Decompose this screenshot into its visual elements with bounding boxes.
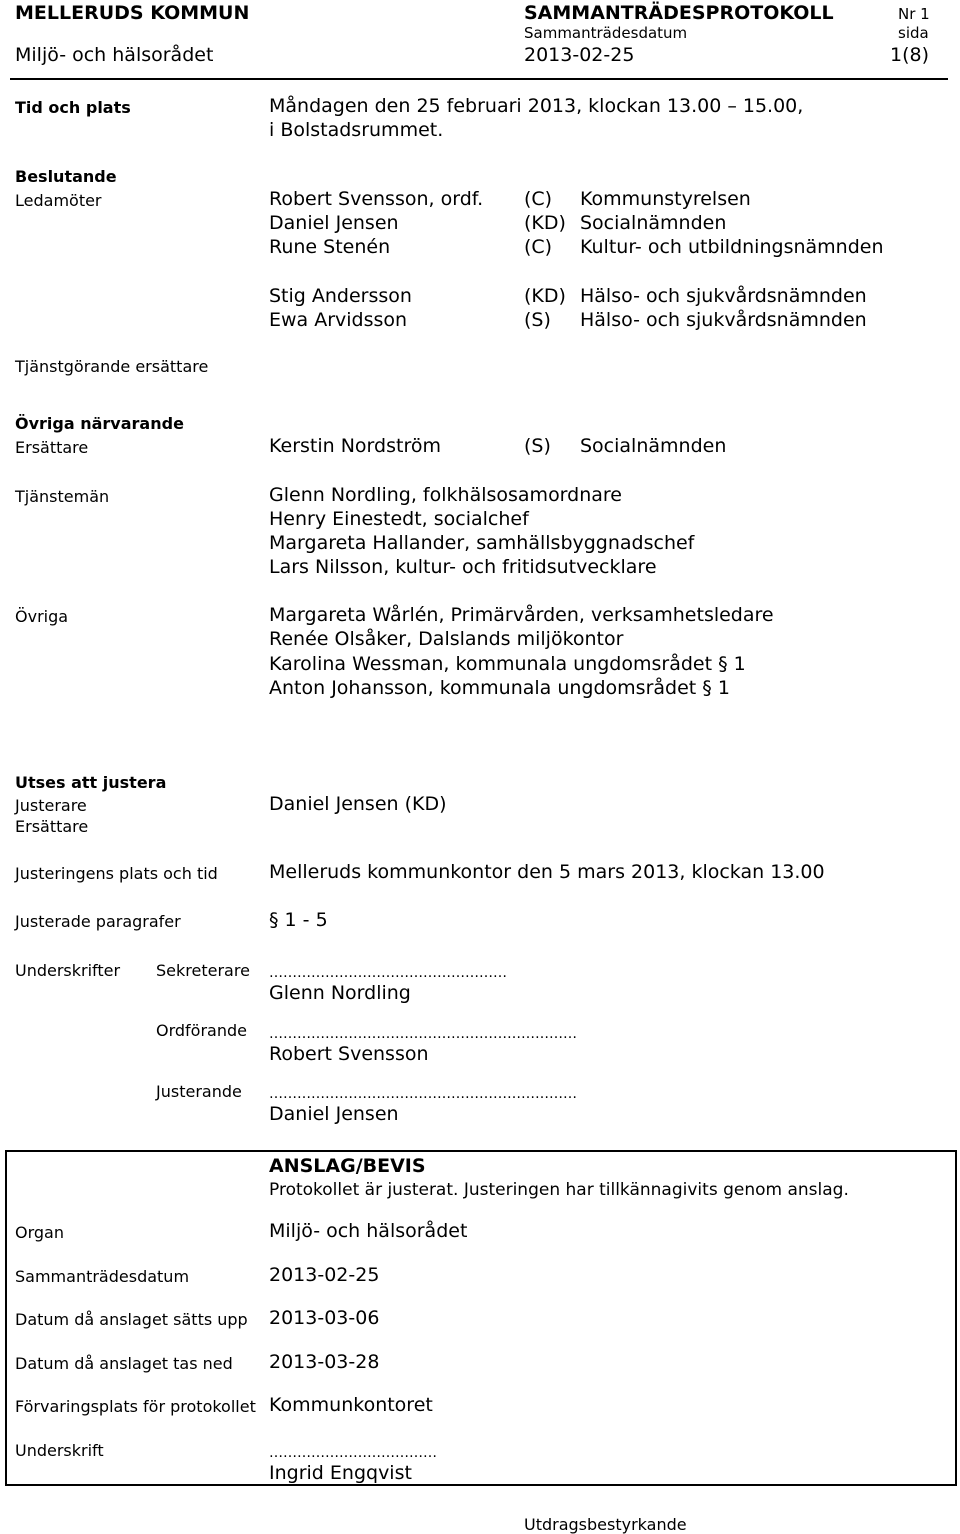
meeting-date: 2013-02-25 bbox=[524, 44, 635, 66]
notice-row-value: 2013-03-06 bbox=[269, 1307, 380, 1329]
notice-row-value: Miljö- och hälsorådet bbox=[269, 1220, 468, 1242]
date-label: Sammanträdesdatum bbox=[524, 24, 688, 42]
notice-row-label: Organ bbox=[15, 1223, 64, 1242]
signature-role: Justerande bbox=[156, 1082, 242, 1101]
official-item: Lars Nilsson, kultur- och fritidsutvecklare bbox=[269, 556, 657, 578]
ersattare-body: Socialnämnden bbox=[580, 435, 727, 457]
member-name: Robert Svensson, ordf. bbox=[269, 188, 484, 210]
signature-role: Ordförande bbox=[156, 1021, 247, 1040]
member-body: Hälso- och sjukvårdsnämnden bbox=[580, 309, 867, 331]
footer-text: Utdragsbestyrkande bbox=[524, 1515, 687, 1534]
member-body: Socialnämnden bbox=[580, 212, 727, 234]
justerare-name: Daniel Jensen (KD) bbox=[269, 793, 447, 815]
header-divider bbox=[10, 78, 948, 80]
beslutande-heading: Beslutande bbox=[15, 167, 117, 186]
member-party: (KD) bbox=[524, 212, 566, 234]
member-party: (C) bbox=[524, 236, 553, 258]
signature-line: …………………………………………… bbox=[269, 965, 507, 981]
member-party: (C) bbox=[524, 188, 553, 210]
signatures-label: Underskrifter bbox=[15, 961, 121, 980]
official-item: Henry Einestedt, socialchef bbox=[269, 508, 529, 530]
document-type: SAMMANTRÄDESPROTOKOLL bbox=[524, 2, 834, 24]
time-place-label: Tid och plats bbox=[15, 98, 131, 117]
notice-row-value: 2013-03-28 bbox=[269, 1351, 380, 1373]
org-name: MELLERUDS KOMMUN bbox=[15, 2, 250, 24]
justering-ersattare-label: Ersättare bbox=[15, 817, 89, 836]
signature-line: ………………………………………………………… bbox=[269, 1026, 577, 1042]
paragraphs-value: § 1 - 5 bbox=[269, 909, 328, 931]
signature-role: Sekreterare bbox=[156, 961, 250, 980]
other-item: Renée Olsåker, Dalslands miljökontor bbox=[269, 628, 624, 650]
official-item: Margareta Hallander, samhällsbyggnadschef bbox=[269, 532, 695, 554]
officials-label: Tjänstemän bbox=[15, 487, 110, 506]
ersattare-party: (S) bbox=[524, 435, 551, 457]
signature-name: Robert Svensson bbox=[269, 1043, 429, 1065]
paragraphs-label: Justerade paragrafer bbox=[15, 912, 181, 931]
notice-row-label: Datum då anslaget sätts upp bbox=[15, 1310, 248, 1329]
member-party: (KD) bbox=[524, 285, 566, 307]
other-item: Anton Johansson, kommunala ungdomsrådet § 1 bbox=[269, 677, 730, 699]
signature-name: Glenn Nordling bbox=[269, 982, 411, 1004]
others-present-heading: Övriga närvarande bbox=[15, 414, 184, 433]
member-name: Rune Stenén bbox=[269, 236, 391, 258]
time-line-2: i Bolstadsrummet. bbox=[269, 119, 444, 141]
substitutes-label: Tjänstgörande ersättare bbox=[15, 357, 209, 376]
justerare-label: Justerare bbox=[15, 796, 87, 815]
member-name: Stig Andersson bbox=[269, 285, 412, 307]
notice-row-label: Sammanträdesdatum bbox=[15, 1267, 190, 1286]
notice-row-value: 2013-02-25 bbox=[269, 1264, 380, 1286]
notice-text: Protokollet är justerat. Justeringen har tillkännagivits genom anslag. bbox=[269, 1180, 849, 1200]
notice-heading: ANSLAG/BEVIS bbox=[269, 1155, 426, 1177]
members-label: Ledamöter bbox=[15, 191, 102, 210]
ersattare-label: Ersättare bbox=[15, 438, 89, 457]
member-body: Hälso- och sjukvårdsnämnden bbox=[580, 285, 867, 307]
adjust-place-label: Justeringens plats och tid bbox=[15, 864, 218, 883]
committee-name: Miljö- och hälsorådet bbox=[15, 44, 214, 66]
signature-line: ………………………………………………………… bbox=[269, 1086, 577, 1102]
protocol-number: Nr 1 bbox=[898, 5, 930, 23]
adjust-place: Melleruds kommunkontor den 5 mars 2013, klockan 13.00 bbox=[269, 861, 825, 883]
official-item: Glenn Nordling, folkhälsosamordnare bbox=[269, 484, 622, 506]
notice-signature-line: ……………………………… bbox=[269, 1445, 437, 1461]
member-name: Ewa Arvidsson bbox=[269, 309, 408, 331]
signature-name: Daniel Jensen bbox=[269, 1103, 399, 1125]
time-line-1: Måndagen den 25 februari 2013, klockan 13.00 – 15.00, bbox=[269, 95, 804, 117]
other-item: Karolina Wessman, kommunala ungdomsrådet § 1 bbox=[269, 653, 746, 675]
notice-signature-label: Underskrift bbox=[15, 1441, 104, 1460]
others-label: Övriga bbox=[15, 607, 69, 626]
notice-signature-name: Ingrid Engqvist bbox=[269, 1462, 412, 1484]
other-item: Margareta Wårlén, Primärvården, verksamhetsledare bbox=[269, 604, 774, 626]
adjust-heading: Utses att justera bbox=[15, 773, 167, 792]
member-body: Kommunstyrelsen bbox=[580, 188, 751, 210]
member-party: (S) bbox=[524, 309, 551, 331]
ersattare-name: Kerstin Nordström bbox=[269, 435, 441, 457]
page-label: sida bbox=[898, 24, 929, 42]
notice-row-label: Förvaringsplats för protokollet bbox=[15, 1397, 256, 1416]
notice-row-value: Kommunkontoret bbox=[269, 1394, 433, 1416]
member-body: Kultur- och utbildningsnämnden bbox=[580, 236, 884, 258]
member-name: Daniel Jensen bbox=[269, 212, 399, 234]
notice-row-label: Datum då anslaget tas ned bbox=[15, 1354, 233, 1373]
page-count: 1(8) bbox=[890, 44, 930, 66]
